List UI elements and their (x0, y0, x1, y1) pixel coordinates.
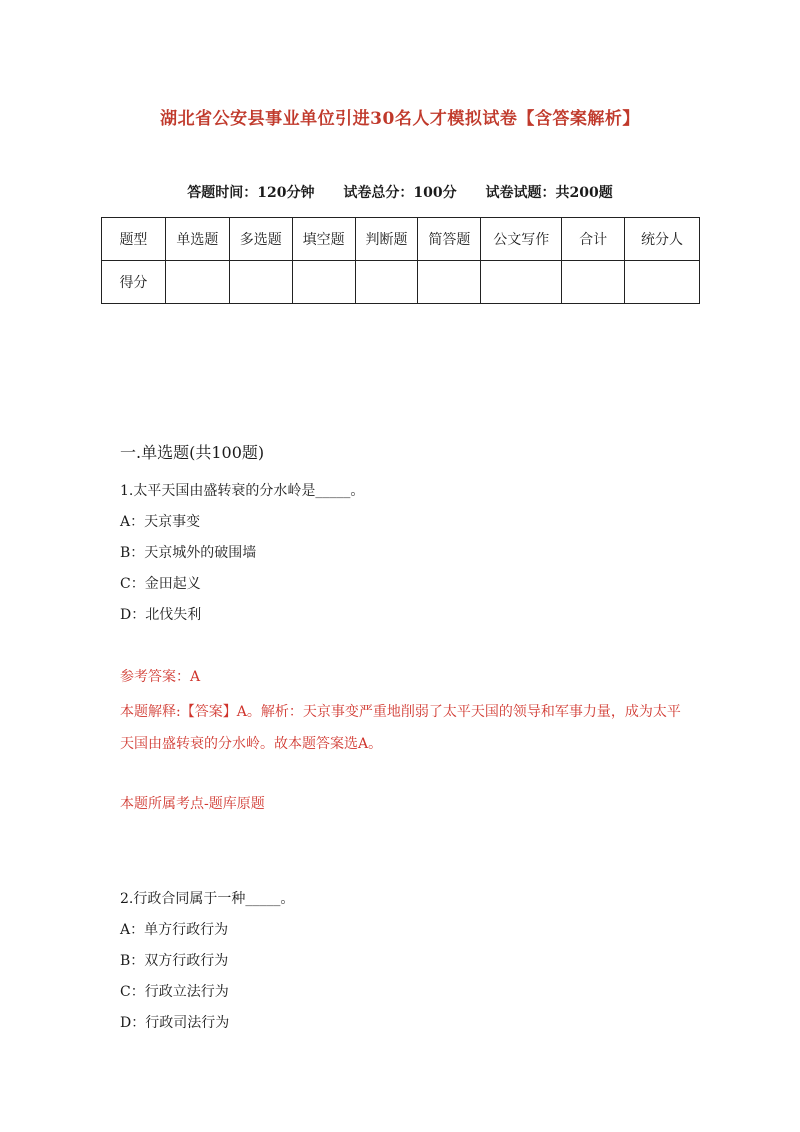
question-option: A：单方行政行为 (120, 922, 229, 938)
reference-answer: 参考答案：A (120, 669, 201, 685)
exam-time: 答题时间：120分钟 (187, 185, 315, 201)
exam-meta (0, 182, 800, 202)
question-option: D：行政司法行为 (120, 1015, 230, 1031)
score-cell (355, 261, 418, 304)
table-header-cell: 公文写作 (481, 218, 562, 261)
table-header-cell: 统分人 (625, 218, 700, 261)
score-cell (418, 261, 481, 304)
question-option: C：行政立法行为 (120, 984, 229, 1000)
question-source: 本题所属考点-题库原题 (120, 796, 265, 812)
table-header-cell: 单选题 (165, 218, 229, 261)
score-cell (292, 261, 355, 304)
page-title: 湖北省公安县事业单位引进30名人才模拟试卷【含答案解析】 (160, 109, 640, 129)
answer-explanation: 本题解释:【答案】A。解析：天京事变严重地削弱了太平天国的领导和军事力量，成为太平天国由盛转衰的分水岭。故本题答案选A。 (120, 704, 681, 752)
score-row-label: 得分 (102, 261, 166, 304)
table-header-cell: 合计 (562, 218, 625, 261)
score-table (101, 217, 700, 304)
table-header-cell: 多选题 (229, 218, 292, 261)
score-cell (229, 261, 292, 304)
score-cell (625, 261, 700, 304)
score-cell (562, 261, 625, 304)
score-cell (481, 261, 562, 304)
table-header-cell: 填空题 (292, 218, 355, 261)
question-stem: 1.太平天国由盛转衰的分水岭是_____。 (120, 483, 365, 499)
question-option: C：金田起义 (120, 576, 201, 592)
table-header-cell: 判断题 (355, 218, 418, 261)
question-option: D：北伐失利 (120, 607, 202, 623)
question-option: B：天京城外的破围墙 (120, 545, 257, 561)
question-option: A：天京事变 (120, 514, 201, 530)
exam-total-score: 试卷总分：100分 (343, 185, 457, 201)
question-stem: 2.行政合同属于一种_____。 (120, 891, 295, 907)
table-header-cell: 简答题 (418, 218, 481, 261)
score-table-score-row (102, 261, 700, 304)
table-header-cell: 题型 (102, 218, 166, 261)
question-option: B：双方行政行为 (120, 953, 229, 969)
exam-question-count: 试卷试题：共200题 (485, 185, 613, 201)
score-cell (165, 261, 229, 304)
section-heading: 一.单选题(共100题) (120, 443, 265, 462)
score-table-header-row (102, 218, 700, 261)
